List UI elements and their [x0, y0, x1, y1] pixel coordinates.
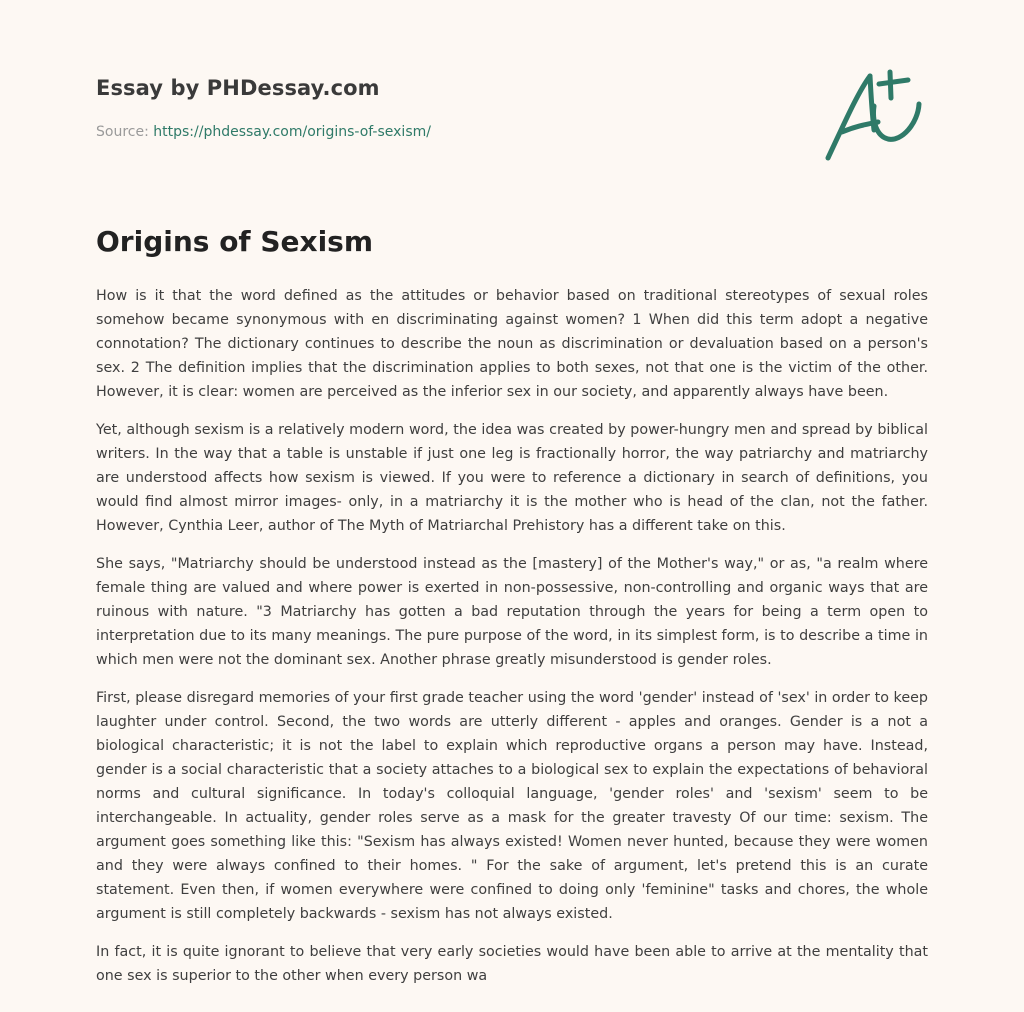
paragraph: How is it that the word defined as the attitudes or behavior based on traditional stereotypes of sexual roles somehow became synonymous with en discriminating against women? 1 When did this term adopt a negative connotation? The dictionary continues to describe the noun as discrimination or devaluation based on a person's sex. 2 The definition implies that the discrimination applies to both sexes, not that one is the victim of the other. However, it is clear: women are perceived as the inferior sex in our society, and apparently always have been.	[96, 288, 928, 400]
source-link[interactable]: https://phdessay.com/origins-of-sexism/	[153, 124, 431, 140]
site-brand: Essay by PHDessay.com	[96, 76, 380, 100]
essay-body	[96, 284, 928, 1002]
paragraph: She says, "Matriarchy should be understood instead as the [mastery] of the Mother's way," or as, "a realm where female thing are valued and where power is exerted in non-possessive, non-controlling and organic ways that are ruinous with nature. "3 Matriarchy has gotten a bad reputation through the years for being a term open to interpretation due to its many meanings. The pure purpose of the word, in its simplest form, is to describe a time in which men were not the dominant sex. Another phrase greatly misunderstood is gender roles.	[96, 556, 928, 668]
source-line	[96, 124, 431, 140]
essay-title: Origins of Sexism	[96, 225, 374, 258]
paragraph: First, please disregard memories of your first grade teacher using the word 'gender' instead of 'sex' in order to keep laughter under control. Second, the two words are utterly different - apples and oranges. Gender is a not a biological characteristic; it is not the label to explain which reproductive organs a person may have. Instead, gender is a social characteristic that a society attaches to a biological sex to explain the expectations of behavioral norms and cultural significance. In today's colloquial language, 'gender roles' and 'sexism' seem to be interchangeable. In actuality, gender roles serve as a mask for the greater travesty Of our time: sexism. The argument goes something like this: "Sexism has always existed! Women never hunted, because they were women and they were always confined to their homes. " For the sake of argument, let's pretend this is an curate statement. Even then, if women everywhere were confined to doing only 'feminine" tasks and chores, the whole argument is still completely backwards - sexism has not always existed.	[96, 690, 928, 922]
paragraph: In fact, it is quite ignorant to believe that very early societies would have been able to arrive at the mentality that one sex is superior to the other when every person wa	[96, 944, 928, 984]
a-plus-logo-icon	[824, 68, 924, 164]
paragraph: Yet, although sexism is a relatively modern word, the idea was created by power-hungry men and spread by biblical writers. In the way that a table is unstable if just one leg is fractionally horror, the way patriarchy and matriarchy are understood affects how sexism is viewed. If you were to reference a dictionary in search of definitions, you would find almost mirror images- only, in a matriarchy it is the mother who is head of the clan, not the father. However, Cynthia Leer, author of The Myth of Matriarchal Prehistory has a different take on this.	[96, 422, 928, 534]
source-label: Source:	[96, 124, 154, 140]
